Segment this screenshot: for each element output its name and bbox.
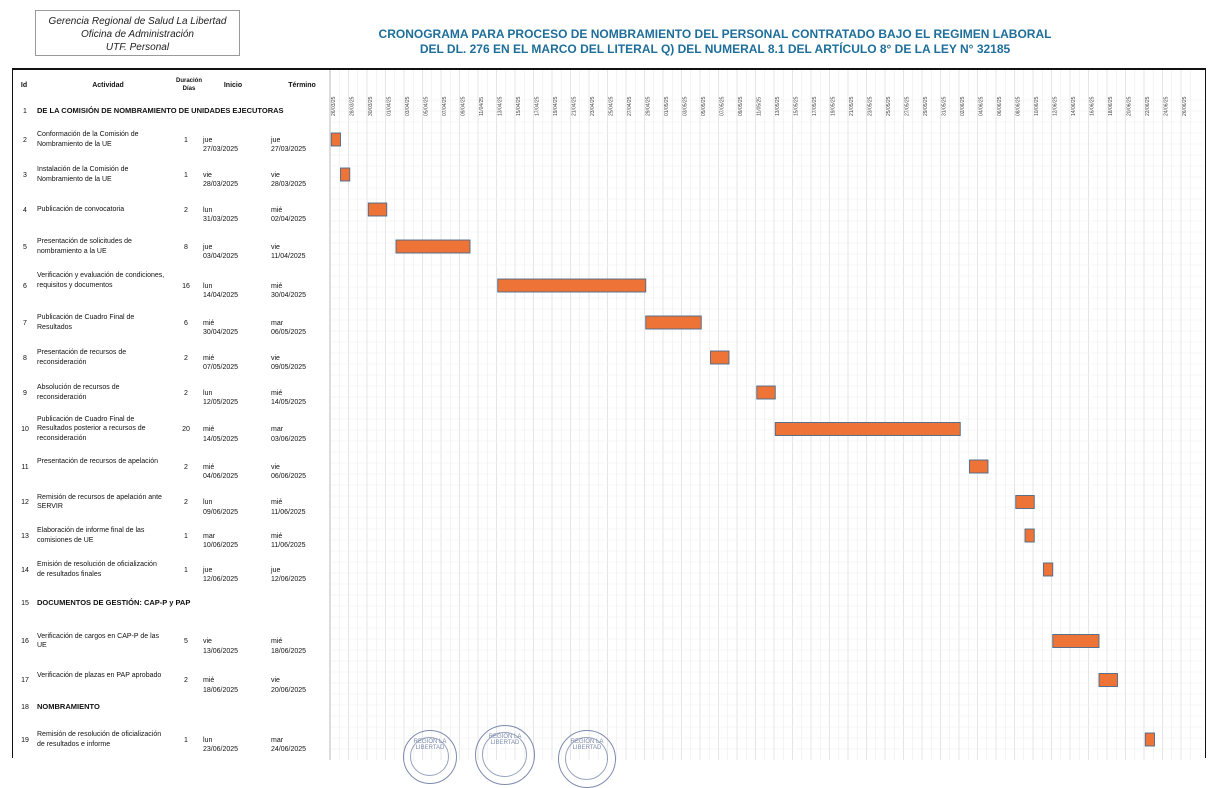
duration: 1 (184, 736, 188, 744)
row-id: 11 (21, 463, 29, 471)
row-id: 7 (23, 319, 27, 327)
start-date: jue 03/04/2025 (203, 243, 239, 260)
date-label: 10/06/25 (1034, 96, 1040, 116)
seal-text: REGION LA LIBERTAD (413, 739, 447, 751)
date-label: 01/04/25 (386, 96, 393, 116)
date-label: 29/04/25 (645, 96, 652, 116)
date-label: 13/04/25 (497, 96, 504, 116)
header-duration (171, 77, 207, 93)
date-label: 25/04/25 (608, 96, 615, 116)
row-id: 18 (21, 704, 29, 711)
header-duration-line-2: Días (182, 86, 196, 92)
end-date: vie 06/06/2025 (271, 463, 307, 480)
end-date: mar 24/06/2025 (271, 736, 307, 753)
row-id: 5 (23, 243, 27, 251)
activity-name: Instalación de la Comisión de Nombramiento de la UE (37, 166, 129, 183)
duration: 2 (184, 389, 188, 397)
gantt-bar (1099, 674, 1118, 687)
gantt-bar (1145, 733, 1154, 746)
official-seal (558, 730, 616, 788)
date-label: 26/03/25 (331, 96, 337, 116)
date-label: 13/05/25 (775, 96, 781, 116)
date-label: 22/06/25 (1145, 96, 1151, 116)
start-date: lun 31/03/2025 (203, 206, 239, 223)
date-label: 12/06/25 (1052, 96, 1059, 116)
date-label: 31/05/25 (941, 96, 948, 116)
duration: 2 (184, 677, 188, 684)
duration: 2 (184, 463, 188, 471)
date-label: 23/04/25 (590, 96, 596, 116)
start-date: jue 27/03/2025 (203, 136, 239, 153)
gantt-bar (341, 168, 350, 181)
date-label: 07/04/25 (442, 96, 448, 116)
activity-name: Presentación de solicitudes de nombramiento a la UE (37, 238, 132, 255)
gantt-bar (1044, 563, 1053, 576)
activity-name: Remisión de recursos de apelación ante SERVIR (37, 493, 162, 510)
section-title: NOMBRAMIENTO (37, 702, 100, 712)
seal-text: REGION LA LIBERTAD (488, 734, 522, 746)
date-label: 07/05/25 (719, 96, 726, 116)
gantt-bar (646, 316, 702, 329)
end-date: mar 03/06/2025 (271, 426, 307, 443)
date-label: 11/05/25 (756, 96, 763, 116)
date-label: 05/05/25 (701, 96, 707, 116)
date-label: 08/06/25 (1015, 96, 1022, 116)
start-date: vie 28/03/2025 (203, 171, 239, 188)
date-label: 23/05/25 (867, 96, 874, 116)
gantt-bar (775, 423, 960, 436)
duration: 8 (184, 243, 188, 251)
start-date: lun 09/06/2025 (203, 499, 239, 516)
date-label: 18/06/25 (1108, 96, 1114, 116)
gantt-bar (331, 133, 340, 146)
org-line-1: Gerencia Regional de Salud La Libertad (48, 16, 227, 27)
duration: 2 (184, 354, 188, 362)
date-label: 15/05/25 (793, 96, 800, 116)
end-date: jue 27/03/2025 (271, 136, 307, 153)
date-label: 28/03/25 (349, 96, 356, 116)
activity-name: Presentación de recursos de reconsideración (37, 349, 127, 366)
activity-name: Conformación de la Comisión de Nombramiento de la UE (37, 131, 139, 148)
row-id: 15 (21, 600, 29, 607)
date-label: 25/05/25 (886, 96, 892, 116)
row-id: 16 (21, 638, 29, 645)
org-line-3: UTF. Personal (105, 42, 170, 53)
end-date: vie 11/04/2025 (271, 243, 306, 260)
start-date: jue 12/06/2025 (203, 566, 239, 583)
duration: 1 (184, 532, 188, 540)
end-date: jue 12/06/2025 (271, 566, 307, 583)
start-date: lun 12/05/2025 (203, 389, 239, 406)
row-id: 10 (21, 426, 29, 433)
gantt-frame (12, 68, 1206, 758)
date-label: 14/06/25 (1071, 96, 1077, 116)
row-id: 1 (23, 108, 27, 115)
date-label: 02/06/25 (960, 96, 966, 116)
page-title (260, 27, 1170, 57)
row-id: 6 (23, 282, 27, 290)
date-label: 21/05/25 (849, 96, 855, 116)
date-label: 15/04/25 (516, 96, 522, 116)
start-date: vie 13/06/2025 (203, 638, 239, 655)
date-label: 26/06/25 (1182, 96, 1188, 116)
row-id: 14 (21, 566, 29, 574)
activity-name: Publicación de convocatoria (37, 205, 125, 213)
start-date: lun 14/04/2025 (203, 282, 239, 299)
gantt-bar (1025, 529, 1034, 542)
section-title: DE LA COMISIÓN DE NOMBRAMIENTO DE UNIDADES EJECUTORAS (37, 106, 284, 116)
activity-name: Verificación de plazas en PAP aprobado (37, 671, 162, 679)
org-line-2: Oficina de Administración (80, 29, 194, 40)
end-date: vie 28/03/2025 (271, 171, 307, 188)
gantt-bar (368, 203, 387, 216)
activity-name: Emisión de resolución de oficialización de resultados finales (37, 561, 157, 578)
title-line-1: CRONOGRAMA PARA PROCESO DE NOMBRAMIENTO DEL PERSONAL CONTRATADO BAJO EL REGIMEN LABORAL (378, 27, 1052, 41)
gantt-bar (711, 351, 730, 364)
date-label: 04/06/25 (978, 96, 985, 116)
date-label: 16/06/25 (1089, 96, 1096, 116)
header-duration-line-1: Duración (175, 78, 202, 84)
activity-name: Presentación de recursos de apelación (37, 458, 159, 465)
end-date: mié 14/05/2025 (271, 389, 307, 406)
official-seal (475, 725, 535, 785)
date-label: 19/05/25 (830, 96, 837, 116)
duration: 2 (184, 206, 188, 214)
seal-text: REGION LA LIBERTAD (570, 739, 604, 751)
section-title: DOCUMENTOS DE GESTIÓN: CAP-P y PAP (37, 598, 191, 608)
header-end: Término (288, 82, 316, 89)
start-date: mié 30/04/2025 (203, 319, 239, 336)
duration: 1 (184, 566, 188, 574)
organization-box (35, 10, 240, 56)
start-date: mié 07/05/2025 (203, 354, 239, 371)
end-date: vie 09/05/2025 (271, 354, 307, 371)
header-id: Id (20, 82, 28, 89)
activity-name: Verificación y evaluación de condiciones, requisitos y documentos (37, 272, 165, 289)
date-label: 09/05/25 (738, 96, 744, 116)
start-date: mié 18/06/2025 (203, 677, 239, 694)
date-label: 27/05/25 (904, 96, 911, 116)
gantt-bar (498, 279, 646, 292)
duration: 1 (184, 171, 188, 179)
activity-name: Publicación de Cuadro Final de Resultados (37, 314, 135, 331)
date-label: 03/04/25 (405, 96, 411, 116)
activity-name: Remisión de resolución de oficialización de resultados e informe (37, 731, 162, 748)
date-label: 05/04/25 (423, 96, 430, 116)
end-date: vie 20/06/2025 (271, 677, 307, 694)
row-id: 17 (21, 677, 29, 684)
row-id: 13 (21, 532, 29, 540)
row-id: 19 (21, 736, 29, 744)
row-id: 3 (23, 171, 27, 179)
header-start: Inicio (223, 82, 243, 89)
date-label: 30/03/25 (368, 96, 374, 116)
activity-name: Absolución de recursos de reconsideración (37, 384, 120, 401)
activity-name: Publicación de Cuadro Final de Resultados posterior a recursos de reconsideración (37, 415, 146, 442)
date-label: 03/05/25 (682, 96, 689, 116)
activity-name: Verificación de cargos en CAP-P de las UE (37, 632, 160, 649)
gantt-bar (1016, 496, 1035, 509)
end-date: mié 02/04/2025 (271, 206, 307, 223)
official-seal (403, 730, 457, 784)
duration: 16 (182, 282, 190, 290)
start-date: lun 23/06/2025 (203, 736, 239, 753)
gantt-bar (757, 386, 776, 399)
date-label: 29/05/25 (923, 96, 929, 116)
duration: 6 (184, 319, 188, 327)
date-label: 27/04/25 (627, 96, 633, 116)
date-label: 24/06/25 (1163, 96, 1170, 116)
end-date: mié 11/06/2025 (271, 499, 306, 516)
duration: 2 (184, 499, 188, 506)
date-label: 17/04/25 (534, 96, 541, 116)
date-label: 20/06/25 (1126, 96, 1133, 116)
row-id: 9 (23, 389, 27, 397)
header-activity: Actividad (92, 82, 124, 89)
date-label: 06/06/25 (997, 96, 1003, 116)
title-line-2: DEL DL. 276 EN EL MARCO DEL LITERAL Q) DEL NUMERAL 8.1 DEL ARTÍCULO 8° DE LA LEY N° 32185 (419, 42, 1011, 56)
activity-name: Elaboración de informe final de las comisiones de UE (37, 527, 145, 544)
end-date: mié 11/06/2025 (271, 532, 306, 549)
duration: 1 (184, 136, 188, 144)
end-date: mié 18/06/2025 (271, 638, 307, 655)
row-id: 4 (23, 206, 27, 214)
row-id: 8 (23, 354, 27, 362)
gantt-bar (1053, 635, 1099, 648)
date-label: 01/05/25 (664, 96, 670, 116)
start-date: mié 14/05/2025 (203, 426, 239, 443)
date-label: 19/04/25 (553, 96, 559, 116)
start-date: mar 10/06/2025 (203, 532, 239, 549)
gantt-bar (396, 240, 470, 253)
row-id: 2 (23, 136, 27, 144)
start-date: mié 04/06/2025 (203, 463, 239, 480)
end-date: mar 06/05/2025 (271, 319, 307, 336)
date-label: 09/04/25 (460, 96, 467, 116)
date-label: 21/04/25 (571, 96, 578, 116)
duration: 20 (182, 426, 190, 433)
duration: 5 (184, 638, 188, 645)
row-id: 12 (21, 499, 29, 506)
date-label: 11/04/25 (479, 96, 485, 116)
gantt-bar (970, 460, 989, 473)
end-date: mié 30/04/2025 (271, 282, 307, 299)
date-label: 17/05/25 (812, 96, 818, 116)
